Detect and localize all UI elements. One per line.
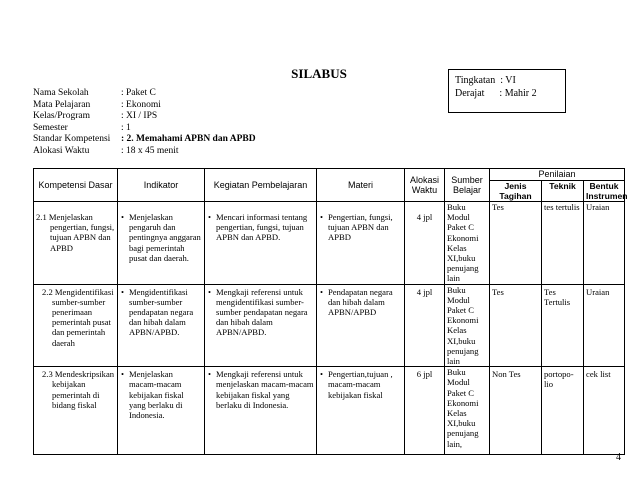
tingkatan-box bbox=[448, 69, 566, 113]
materi-cell bbox=[317, 202, 405, 285]
list-item: • Mengkaji referensi untuk menjelaskan macam-macam kebijakan fiskal yang berlaku di Indonesia. bbox=[216, 369, 314, 410]
list-item: • Menjelaskan macam-macam kebijakan fiskal yang berlaku di Indonesia. bbox=[129, 369, 202, 420]
list-item: • Pengertian, fungsi, tujuan APBN dan APBD bbox=[328, 212, 402, 243]
teknik-cell: Tes Tertulis bbox=[542, 284, 584, 367]
header-kompetensi: Kompetensi Dasar bbox=[34, 169, 118, 202]
bentuk-cell: Uraian bbox=[584, 284, 625, 367]
info-value: : XI / IPS bbox=[121, 111, 158, 121]
header-sumber: Sumber Belajar bbox=[445, 169, 490, 202]
list-item: • Mengidentifikasi sumber-sumber pendapatan negara dan hibah dalam APBN/APBD. bbox=[129, 287, 202, 338]
info-value: : 1 bbox=[121, 122, 131, 133]
table-row bbox=[34, 202, 625, 285]
header-indikator: Indikator bbox=[118, 169, 205, 202]
page-title: SILABUS bbox=[291, 66, 347, 81]
teknik-cell: portopo-lio bbox=[542, 367, 584, 455]
kegiatan-cell bbox=[205, 202, 317, 285]
kompetensi-cell: 2.3 Mendeskripsikan kebijakan pemerintah di bidang fiskal bbox=[34, 367, 118, 455]
info-label: Mata Pelajaran bbox=[33, 99, 91, 110]
list-item: • Mengkaji referensi untuk mengidentifikasi sumber-sumber pendapatan negara dan hibah dalam APBN/APBD. bbox=[216, 287, 314, 338]
table-row bbox=[34, 367, 625, 455]
info-row bbox=[33, 123, 256, 135]
sumber-cell: Buku Modul Paket C Ekonomi Kelas XI,buku penujang lain bbox=[445, 284, 490, 367]
info-row bbox=[33, 134, 256, 146]
header-kegiatan: Kegiatan Pembelajaran bbox=[205, 169, 317, 202]
info-row bbox=[33, 88, 256, 100]
info-label: Nama Sekolah bbox=[33, 88, 89, 98]
teknik-cell: tes tertulis bbox=[542, 202, 584, 285]
tingkatan-line: Tingkatan : VI bbox=[455, 75, 516, 86]
info-value: : 2. Memahami APBN dan APBD bbox=[121, 134, 256, 144]
info-row bbox=[33, 146, 256, 158]
jenis-cell: Non Tes bbox=[490, 367, 542, 455]
indikator-cell bbox=[118, 202, 205, 285]
syllabus-info bbox=[33, 88, 256, 157]
sumber-cell: Buku Modul Paket C Ekonomi Kelas XI,buku penujang lain, bbox=[445, 367, 490, 455]
derajat-line: Derajat : Mahir 2 bbox=[455, 88, 537, 99]
page-number: 4 bbox=[616, 452, 621, 463]
kegiatan-cell bbox=[205, 284, 317, 367]
list-item: • Mencari informasi tentang pengertian, fungsi, tujuan APBN dan APBD. bbox=[216, 212, 314, 243]
info-value: : Paket C bbox=[121, 88, 156, 98]
info-row bbox=[33, 100, 256, 112]
materi-cell bbox=[317, 367, 405, 455]
syllabus-table bbox=[33, 168, 628, 455]
list-item: • Pendapatan negara dan hibah dalam APBN/APBD bbox=[328, 287, 402, 318]
kompetensi-cell: 2.1 Menjelaskan pengertian, fungsi, tujuan APBN dan APBD bbox=[34, 202, 118, 285]
alokasi-cell: 6 jpl bbox=[405, 367, 445, 455]
info-label: Kelas/Program bbox=[33, 111, 90, 121]
sumber-cell: Buku Modul Paket C Ekonomi Kelas XI,buku penujang lain bbox=[445, 202, 490, 285]
table-row bbox=[34, 284, 625, 367]
info-row bbox=[33, 111, 256, 123]
info-value: : Ekonomi bbox=[121, 99, 161, 110]
bentuk-cell: Uraian bbox=[584, 202, 625, 285]
indikator-cell bbox=[118, 284, 205, 367]
materi-cell bbox=[317, 284, 405, 367]
jenis-cell: Tes bbox=[490, 284, 542, 367]
header-jenis: Jenis Tagihan bbox=[490, 181, 542, 202]
info-value: : 18 x 45 menit bbox=[121, 145, 179, 156]
list-item: • Menjelaskan pengaruh dan pentingnya anggaran bagi pemerintah pusat dan daerah. bbox=[129, 212, 202, 263]
list-item: • Pengertian,tujuan , macam-macam kebijakan fiskal bbox=[328, 369, 402, 400]
header-alokasi: Alokasi Waktu bbox=[405, 169, 445, 202]
kegiatan-cell bbox=[205, 367, 317, 455]
kompetensi-cell: 2.2 Mengidentifikasi sumber-sumber penerimaan pemerintah pusat dan pemerintah daerah bbox=[34, 284, 118, 367]
indikator-cell bbox=[118, 367, 205, 455]
header-bentuk: Bentuk Instrumen bbox=[584, 181, 625, 202]
alokasi-cell: 4 jpl bbox=[405, 202, 445, 285]
info-label: Semester bbox=[33, 122, 68, 133]
header-materi: Materi bbox=[317, 169, 405, 202]
header-teknik: Teknik bbox=[542, 181, 584, 202]
jenis-cell: Tes bbox=[490, 202, 542, 285]
info-label: Alokasi Waktu bbox=[33, 145, 90, 156]
alokasi-cell: 4 jpl bbox=[405, 284, 445, 367]
header-penilaian: Penilaian bbox=[490, 169, 625, 181]
bentuk-cell: cek list bbox=[584, 367, 625, 455]
info-label: Standar Kompetensi bbox=[33, 134, 111, 144]
